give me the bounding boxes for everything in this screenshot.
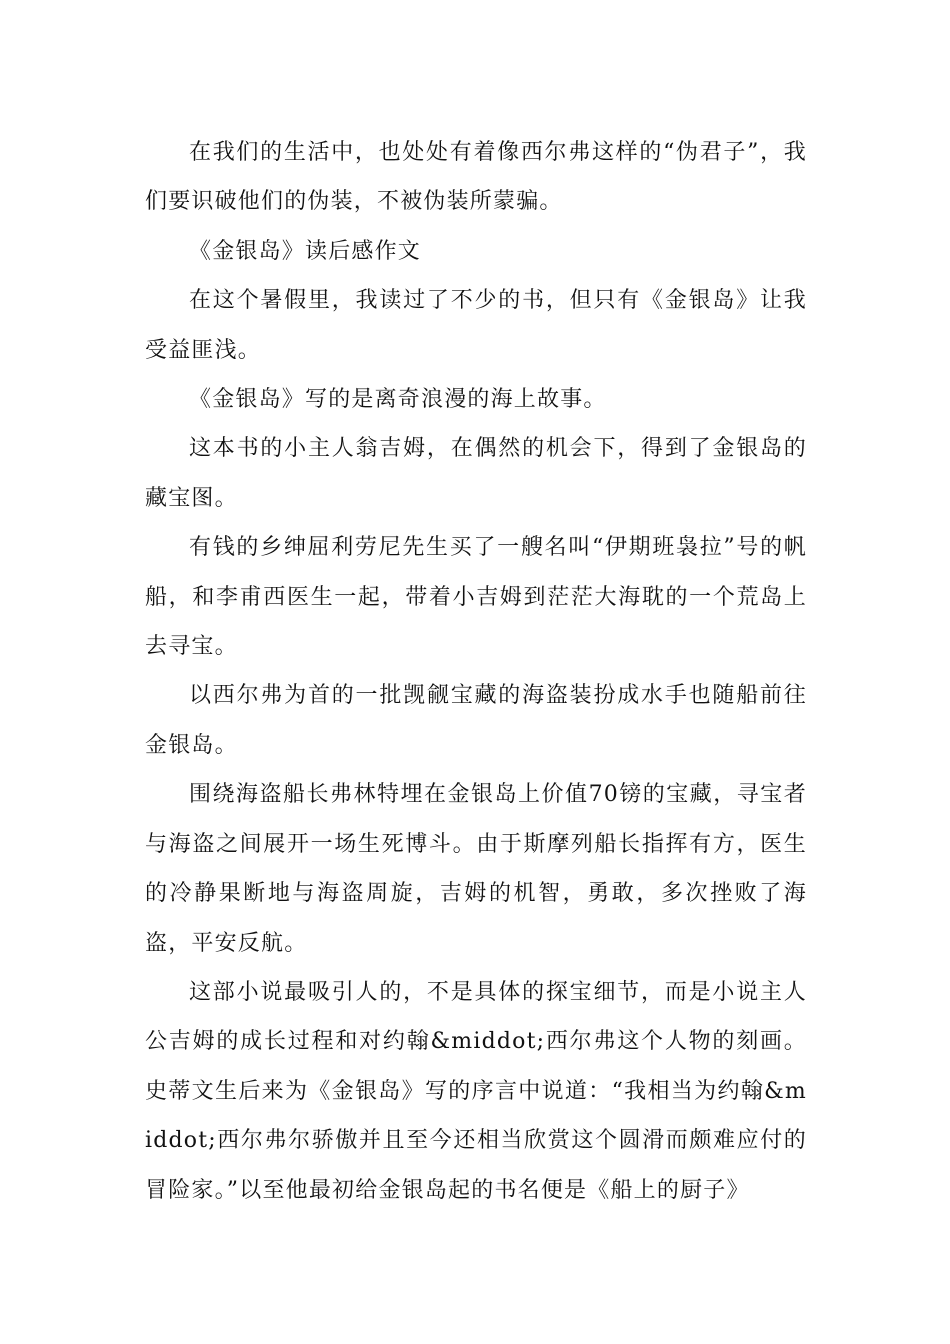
document-body	[145, 128, 807, 1215]
paragraph-5: 这本书的小主人翁吉姆，在偶然的机会下，得到了金银岛的藏宝图。	[145, 436, 807, 511]
paragraph-4: 《金银岛》写的是离奇浪漫的海上故事。	[189, 387, 607, 413]
paragraph-9: 这部小说最吸引人的，不是具体的探宝细节，而是小说主人公吉姆的成长过程和对约翰&middot;西尔弗这个人物的刻画。史蒂文生后来为《金银岛》写的序言中说道：“我相当为约翰&middot;西尔弗尔骄傲并且至今还相当欣赏这个圆滑而颇难应付的冒险家。”以至他最初给金银岛起的书名便是《船上的厨子》	[145, 979, 807, 1203]
paragraph-3: 在这个暑假里，我读过了不少的书，但只有《金银岛》让我受益匪浅。	[145, 288, 807, 363]
paragraph-8: 围绕海盗船长弗林特埋在金银岛上价值70镑的宝藏，寻宝者与海盗之间展开一场生死博斗。由于斯摩列船长指挥有方，医生的冷静果断地与海盗周旋，吉姆的机智，勇敢，多次挫败了海盗，平安反航。	[145, 782, 807, 956]
paragraph-1: 在我们的生活中，也处处有着像西尔弗这样的“伪君子”，我们要识破他们的伪装，不被伪装所蒙骗。	[145, 140, 807, 215]
paragraph-2-essay-title: 《金银岛》读后感作文	[189, 238, 422, 264]
paragraph-7: 以西尔弗为首的一批觊觎宝藏的海盗装扮成水手也随船前往金银岛。	[145, 683, 807, 758]
paragraph-6: 有钱的乡绅屈利劳尼先生买了一艘名叫“伊期班袅拉”号的帆船，和李甫西医生一起，带着小吉姆到茫茫大海耽的一个荒岛上去寻宝。	[145, 535, 807, 660]
